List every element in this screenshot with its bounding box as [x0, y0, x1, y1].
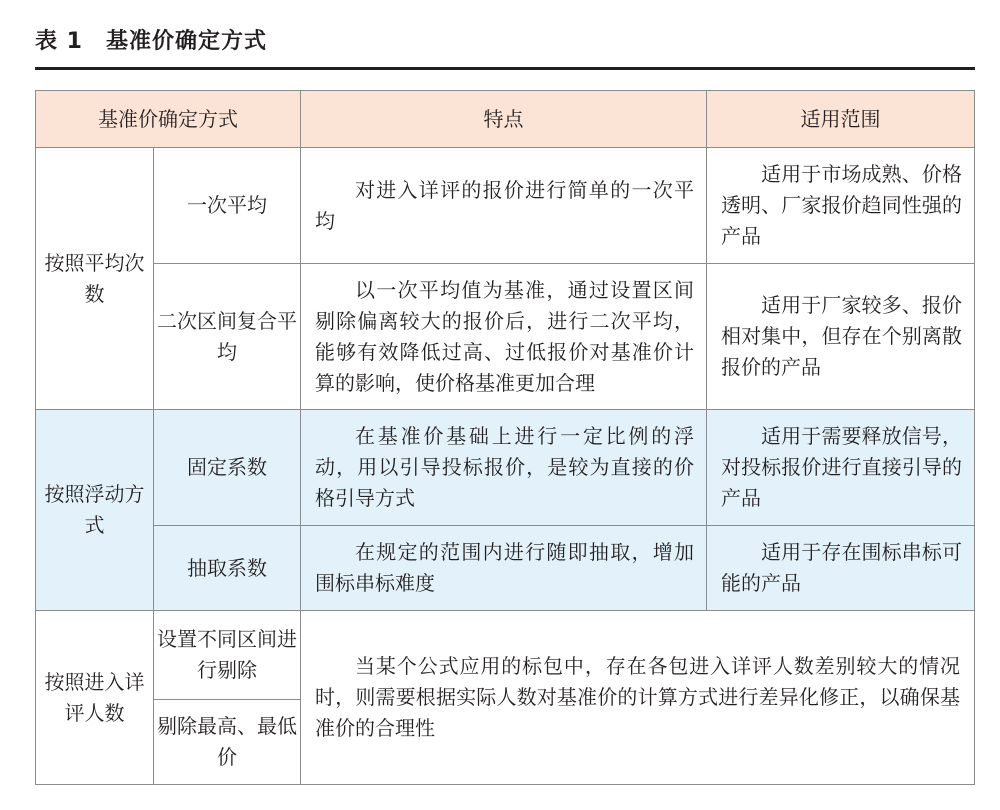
table-row: [36, 148, 975, 264]
table-title: 表 1 基准价确定方式: [35, 29, 267, 54]
feature-cell: 在基准价基础上进行一定比例的浮动，用以引导投标报价，是较为直接的价格引导方式: [301, 410, 707, 526]
method-cell: 一次平均: [154, 148, 301, 264]
merged-description-cell: 当某个公式应用的标包中，存在各包进入详评人数差别较大的情况时，则需要根据实际人数对基准价的计算方式进行差异化修正，以确保基准价的合理性: [301, 611, 975, 785]
feature-cell: 以一次平均值为基准，通过设置区间剔除偏离较大的报价后，进行二次平均，能够有效降低过高、过低报价对基准价计算的影响，使价格基准更加合理: [301, 264, 707, 410]
scope-cell: 适用于厂家较多、报价相对集中，但存在个别离散报价的产品: [707, 264, 975, 410]
header-feature: 特点: [301, 91, 707, 148]
method-cell: 剔除最高、最低价: [154, 700, 301, 785]
feature-cell: 对进入详评的报价进行简单的一次平均: [301, 148, 707, 264]
method-cell: 设置不同区间进行剔除: [154, 611, 301, 700]
method-cell: 二次区间复合平均: [154, 264, 301, 410]
scope-cell: 适用于市场成熟、价格透明、厂家报价趋同性强的产品: [707, 148, 975, 264]
category-cell: 按照浮动方式: [36, 410, 154, 611]
table-row: [36, 526, 975, 611]
table-row: [36, 611, 975, 700]
category-cell: 按照平均次数: [36, 148, 154, 410]
header-method: 基准价确定方式: [36, 91, 301, 148]
method-table: [35, 90, 975, 785]
title-rule: [35, 67, 975, 70]
table-row: [36, 410, 975, 526]
scope-cell: 适用于存在围标串标可能的产品: [707, 526, 975, 611]
header-row: [36, 91, 975, 148]
table-row: [36, 264, 975, 410]
feature-cell: 在规定的范围内进行随即抽取，增加围标串标难度: [301, 526, 707, 611]
category-cell: 按照进入详评人数: [36, 611, 154, 785]
header-scope: 适用范围: [707, 91, 975, 148]
scope-cell: 适用于需要释放信号，对投标报价进行直接引导的产品: [707, 410, 975, 526]
method-cell: 抽取系数: [154, 526, 301, 611]
method-cell: 固定系数: [154, 410, 301, 526]
